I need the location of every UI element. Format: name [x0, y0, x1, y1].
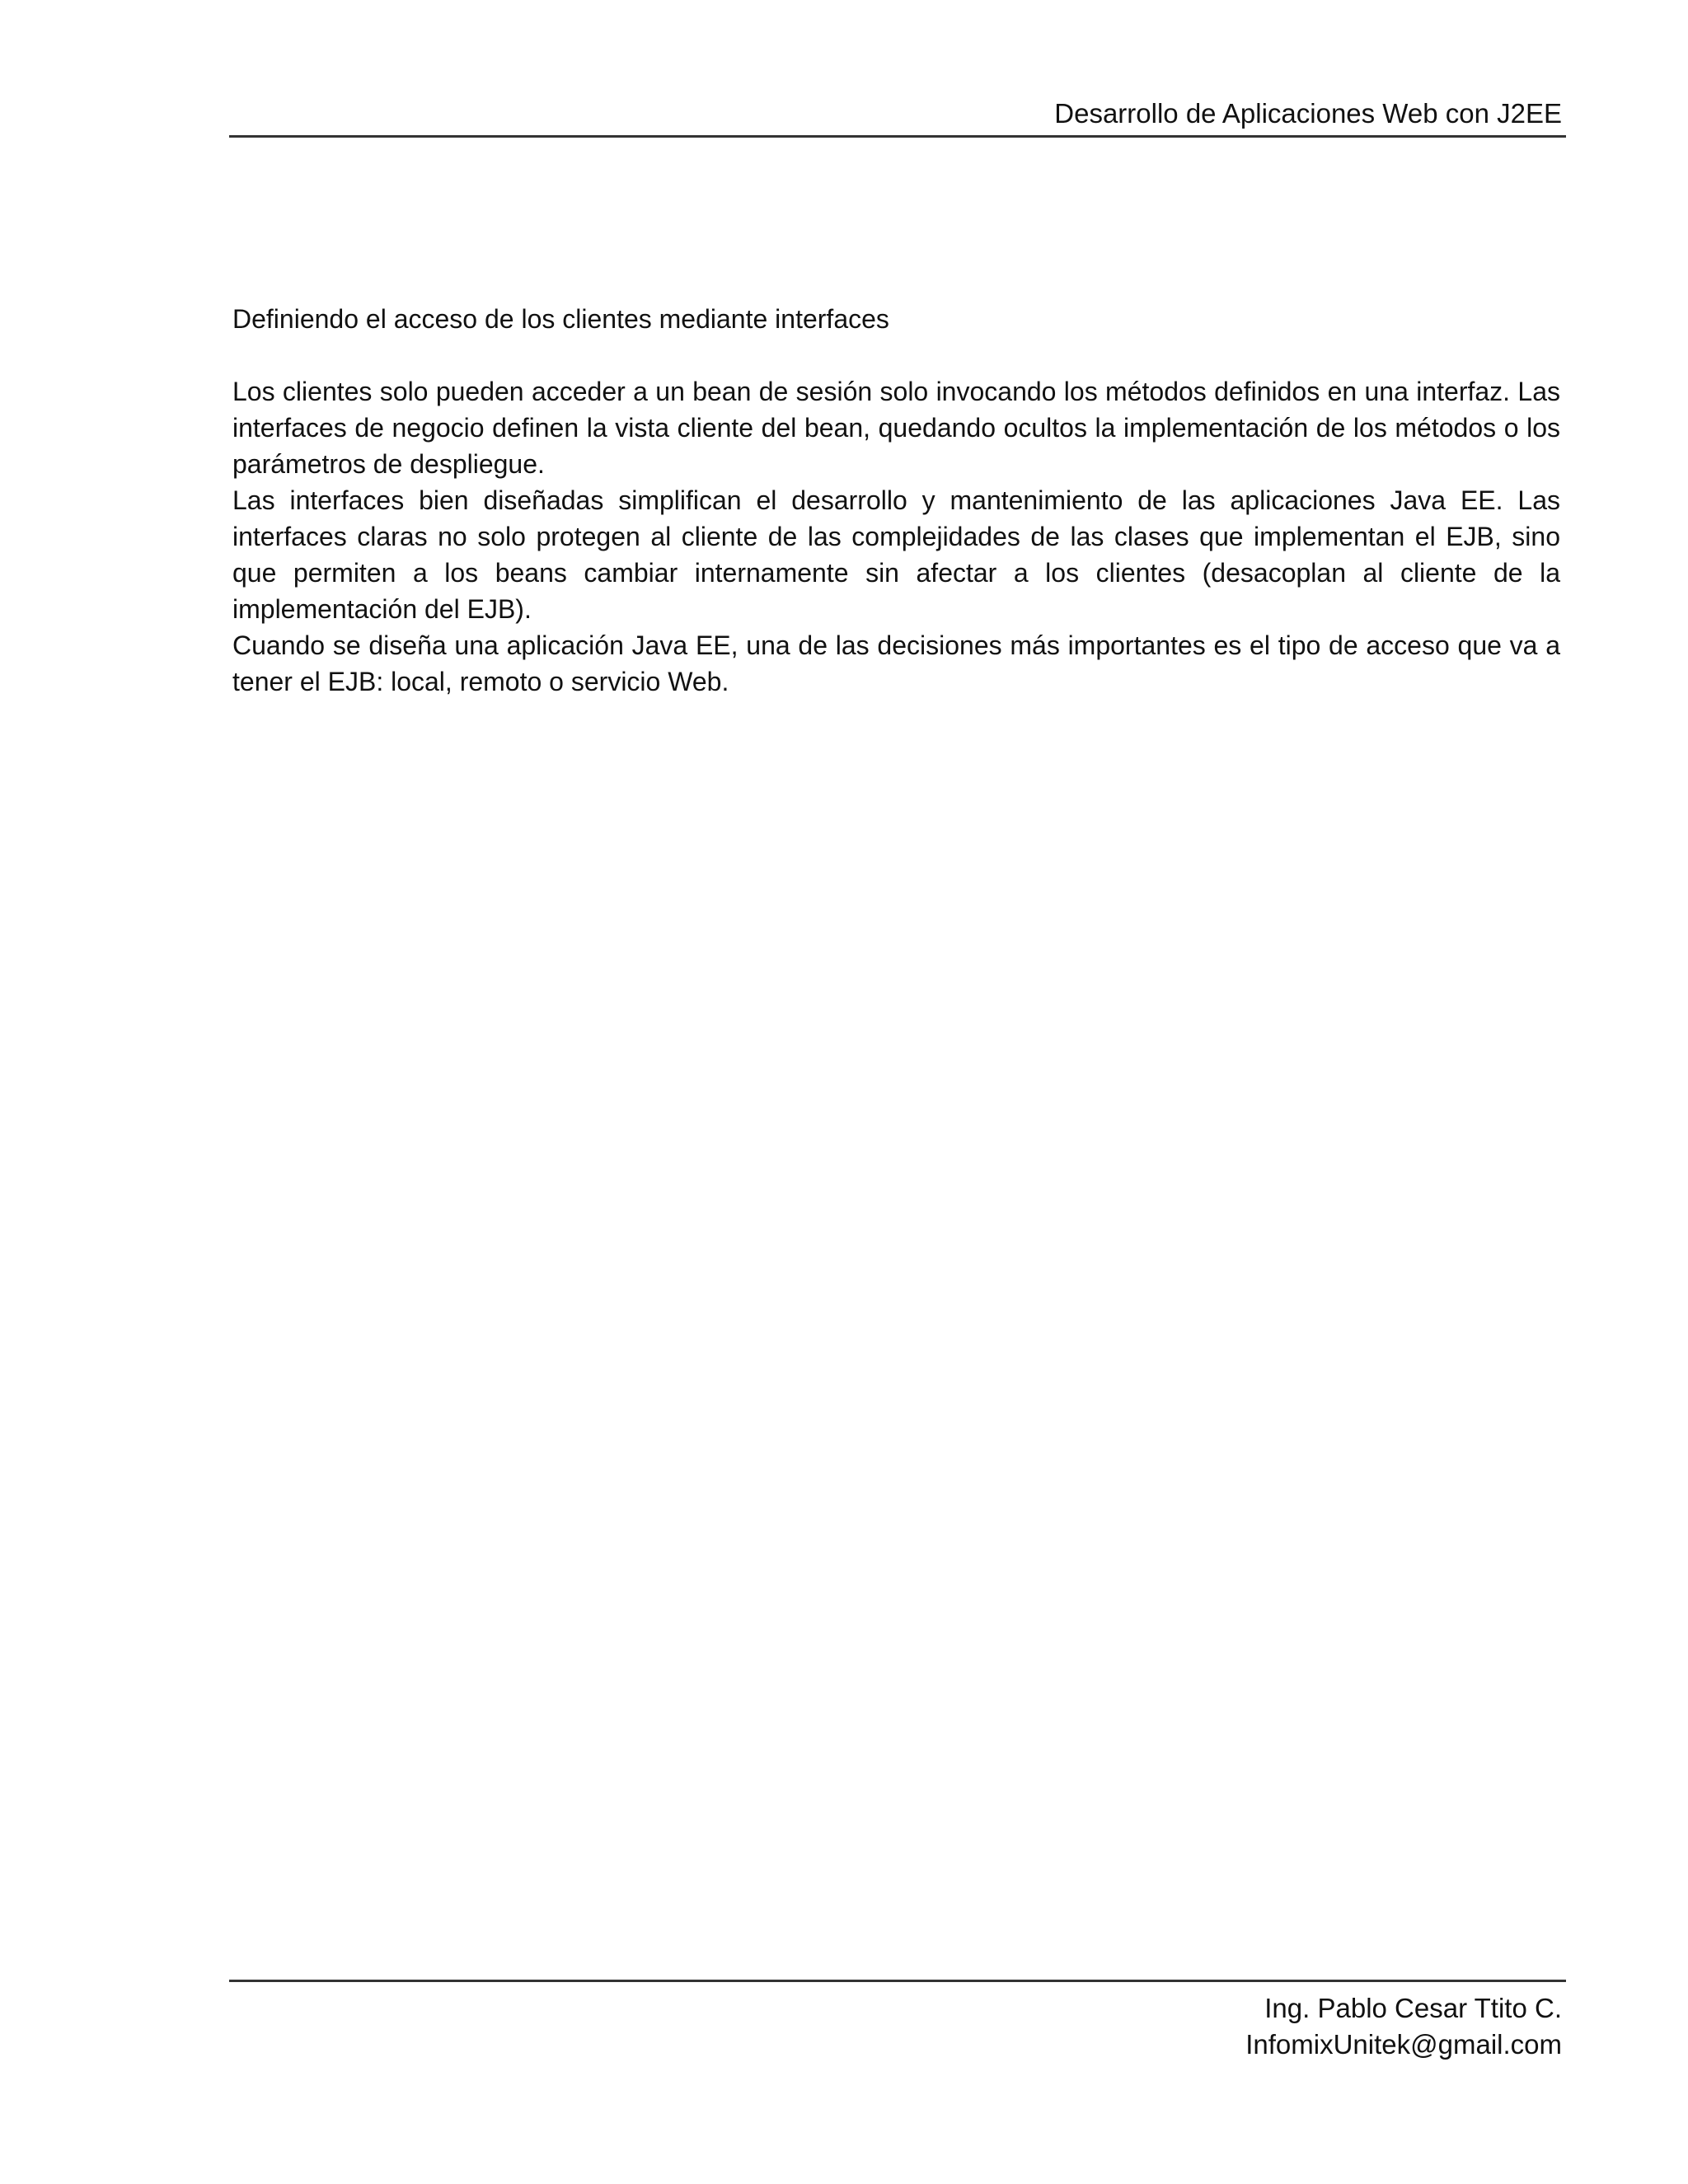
- footer-email: InfomixUnitek@gmail.com: [1245, 2029, 1562, 2060]
- paragraph-1: Los clientes solo pueden acceder a un bean de sesión solo invocando los métodos definidos en una interfaz. Las interfaces de negocio definen la vista cliente del bean, quedando ocultos la implementación de los métodos o los parámetros de despliegue.: [232, 377, 1560, 479]
- section-title: Definiendo el acceso de los clientes mediante interfaces: [232, 304, 889, 334]
- header-title: Desarrollo de Aplicaciones Web con J2EE: [1054, 98, 1562, 129]
- page-footer: [229, 1980, 1566, 2063]
- paragraph-2: Las interfaces bien diseñadas simplifican el desarrollo y mantenimiento de las aplicaciones Java EE. Las interfaces claras no solo protegen al cliente de las complejidades de las clases que implementan el EJB, sino que permiten a los beans cambiar internamente sin afectar a los clientes (desacoplan al cliente de la implementación del EJB).: [232, 485, 1560, 624]
- main-content: [232, 301, 1560, 700]
- footer-author: Ing. Pablo Cesar Ttito C.: [1264, 1993, 1562, 2023]
- page-header: [229, 91, 1566, 138]
- paragraph-3: Cuando se diseña una aplicación Java EE, una de las decisiones más importantes es el tipo de acceso que va a tener el EJB: local, remoto o servicio Web.: [232, 630, 1560, 696]
